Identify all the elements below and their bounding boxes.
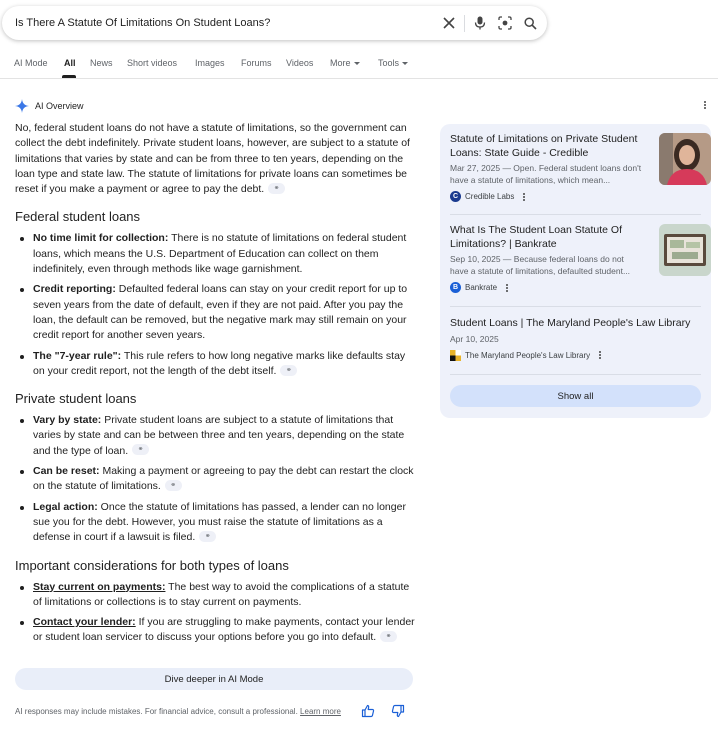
ai-overview-header	[15, 98, 84, 114]
link-icon[interactable]: ⚭	[280, 365, 297, 376]
link-icon[interactable]: ⚭	[268, 183, 285, 194]
chevron-down-icon	[354, 62, 360, 65]
list-item	[15, 282, 415, 343]
section-list	[15, 413, 415, 545]
item-text: Private student loans are subject to a statute of limitations that varies by state and can be between three and ten years, depending on the state and the type of loan.	[33, 414, 405, 457]
section-heading: Federal student loans	[15, 209, 141, 225]
maryland-flag-icon	[450, 350, 461, 361]
source-card[interactable]	[450, 317, 702, 361]
item-lead: Can be reset:	[33, 465, 100, 478]
search-input[interactable]	[15, 14, 425, 32]
thumbs-down-icon[interactable]	[391, 704, 405, 718]
learn-more-link[interactable]: Learn more	[300, 707, 341, 716]
more-options-icon[interactable]	[598, 350, 602, 360]
more-options-icon[interactable]	[522, 192, 526, 202]
lens-icon[interactable]	[497, 15, 513, 31]
link-icon[interactable]: ⚭	[380, 631, 397, 642]
source-title[interactable]: What Is The Student Loan Statute Of Limitations? | Bankrate	[450, 224, 622, 250]
section-list	[15, 231, 415, 379]
link-icon[interactable]: ⚭	[132, 444, 149, 455]
source-meta	[450, 282, 702, 293]
tab-forums[interactable]: Forums	[241, 58, 272, 68]
item-lead[interactable]: Stay current on payments:	[33, 580, 166, 593]
source-meta	[450, 191, 702, 202]
overview-intro	[15, 121, 415, 197]
item-lead: Vary by state:	[33, 414, 102, 427]
source-card[interactable]	[450, 133, 702, 202]
list-item	[15, 580, 415, 611]
source-snippet: Sep 10, 2025 — Because federal loans do not have a statute of limitations, defaulted student...	[450, 254, 631, 276]
ai-overview-title: AI Overview	[35, 101, 84, 111]
section-list	[15, 580, 415, 646]
search-divider	[464, 15, 465, 32]
link-icon[interactable]: ⚭	[165, 480, 182, 491]
list-item	[15, 349, 415, 380]
source-divider	[450, 374, 701, 375]
chevron-down-icon	[402, 62, 408, 65]
list-item	[15, 231, 415, 277]
thumbs-up-icon[interactable]	[361, 704, 375, 718]
show-all-button[interactable]: Show all	[450, 385, 701, 407]
tab-tools[interactable]	[378, 58, 408, 68]
tab-images[interactable]: Images	[195, 58, 225, 68]
source-snippet: Mar 27, 2025 — Open. Federal student loans don't have a statute of limitations, which mean...	[450, 163, 642, 185]
tab-all[interactable]: All	[64, 58, 76, 68]
item-lead[interactable]: Contact your lender:	[33, 616, 136, 629]
item-text: If you are struggling to make payments, contact your lender or student loan servicer to discuss your options before you go into default.	[33, 616, 415, 644]
list-item	[15, 413, 415, 459]
tab-more[interactable]	[330, 58, 360, 68]
tab-tools-label: Tools	[378, 58, 400, 68]
item-text: This rule refers to how long negative marks like defaults stay on your credit report, not the length of the debt itself.	[33, 349, 406, 377]
item-text: Making a payment or agreeing to pay the debt can restart the clock on the statute of limitations.	[33, 465, 414, 493]
ai-overview-body	[15, 121, 415, 651]
source-snippet: Apr 10, 2025	[450, 333, 499, 344]
search-tabs	[0, 55, 718, 79]
list-item	[15, 500, 415, 546]
source-meta	[450, 350, 702, 361]
source-title[interactable]: Student Loans | The Maryland People's Law Library	[450, 317, 691, 329]
source-thumbnail	[659, 133, 711, 185]
source-thumbnail	[659, 224, 711, 276]
source-card[interactable]	[450, 224, 702, 293]
list-item	[15, 464, 415, 495]
item-lead: No time limit for collection:	[33, 232, 169, 245]
tab-short-videos[interactable]: Short videos	[127, 58, 178, 68]
search-bar	[2, 6, 547, 40]
source-site: The Maryland People's Law Library	[465, 350, 591, 360]
overview-intro-text: No, federal student loans do not have a statute of limitations, so the government can collect the debt indefinitely. Private student loans, however, are subject to a statute of limitations that varies by state and can be from three to ten years, depending on the loan type and state law. The statute of limitations for private loans can sometimes be reset if you make a payment or agree to pay the debt.	[15, 122, 410, 196]
source-divider	[450, 306, 701, 307]
item-lead: The "7-year rule":	[33, 349, 122, 362]
ai-disclaimer	[15, 707, 341, 716]
clear-icon[interactable]	[441, 15, 457, 31]
item-lead: Legal action:	[33, 500, 98, 513]
section-heading: Private student loans	[15, 391, 137, 407]
tab-news[interactable]: News	[90, 58, 113, 68]
item-text: The best way to avoid the complications of a statute of limitations or collections is to stay current on payments.	[33, 580, 410, 608]
item-text: There is no statute of limitations on federal student loans, which means the U.S. Department of Education can collect on them indefinitely, even through methods like wage garnishment.	[33, 232, 407, 276]
item-text: Once the statute of limitations has passed, a lender can no longer sue you for the debt. However, you must raise the statute of limitations as a defense in court if a lawsuit is filed.	[33, 500, 406, 544]
source-site: Credible Labs	[465, 192, 515, 201]
list-item	[15, 615, 415, 646]
tab-ai-mode[interactable]: AI Mode	[14, 58, 48, 68]
section-heading: Important considerations for both types of loans	[15, 557, 289, 573]
sparkle-icon	[15, 99, 29, 113]
dive-deeper-button[interactable]: Dive deeper in AI Mode	[15, 668, 413, 690]
more-options-icon[interactable]	[505, 283, 509, 293]
item-lead: Credit reporting:	[33, 283, 116, 296]
microphone-icon[interactable]	[472, 15, 488, 31]
active-tab-indicator	[62, 75, 76, 78]
sources-panel	[440, 124, 711, 418]
tab-more-label: More	[330, 58, 351, 68]
source-favicon: B	[450, 282, 461, 293]
link-icon[interactable]: ⚭	[199, 531, 216, 542]
search-icon[interactable]	[522, 15, 538, 31]
source-site: Bankrate	[465, 283, 498, 292]
more-options-icon[interactable]	[700, 100, 710, 112]
source-favicon: C	[450, 191, 461, 202]
tab-videos[interactable]: Videos	[286, 58, 314, 68]
source-title[interactable]: Statute of Limitations on Private Student Loans: State Guide - Credible	[450, 133, 638, 159]
source-divider	[450, 214, 701, 215]
item-text: Defaulted federal loans can stay on your credit report for up to seven years from the date of default, even if they are not paid. After you pay the loan, the default can be removed, but the negative mark may still remain on your credit report for another seven years.	[33, 283, 408, 342]
disclaimer-text: AI responses may include mistakes. For financial advice, consult a professional.	[15, 707, 298, 716]
